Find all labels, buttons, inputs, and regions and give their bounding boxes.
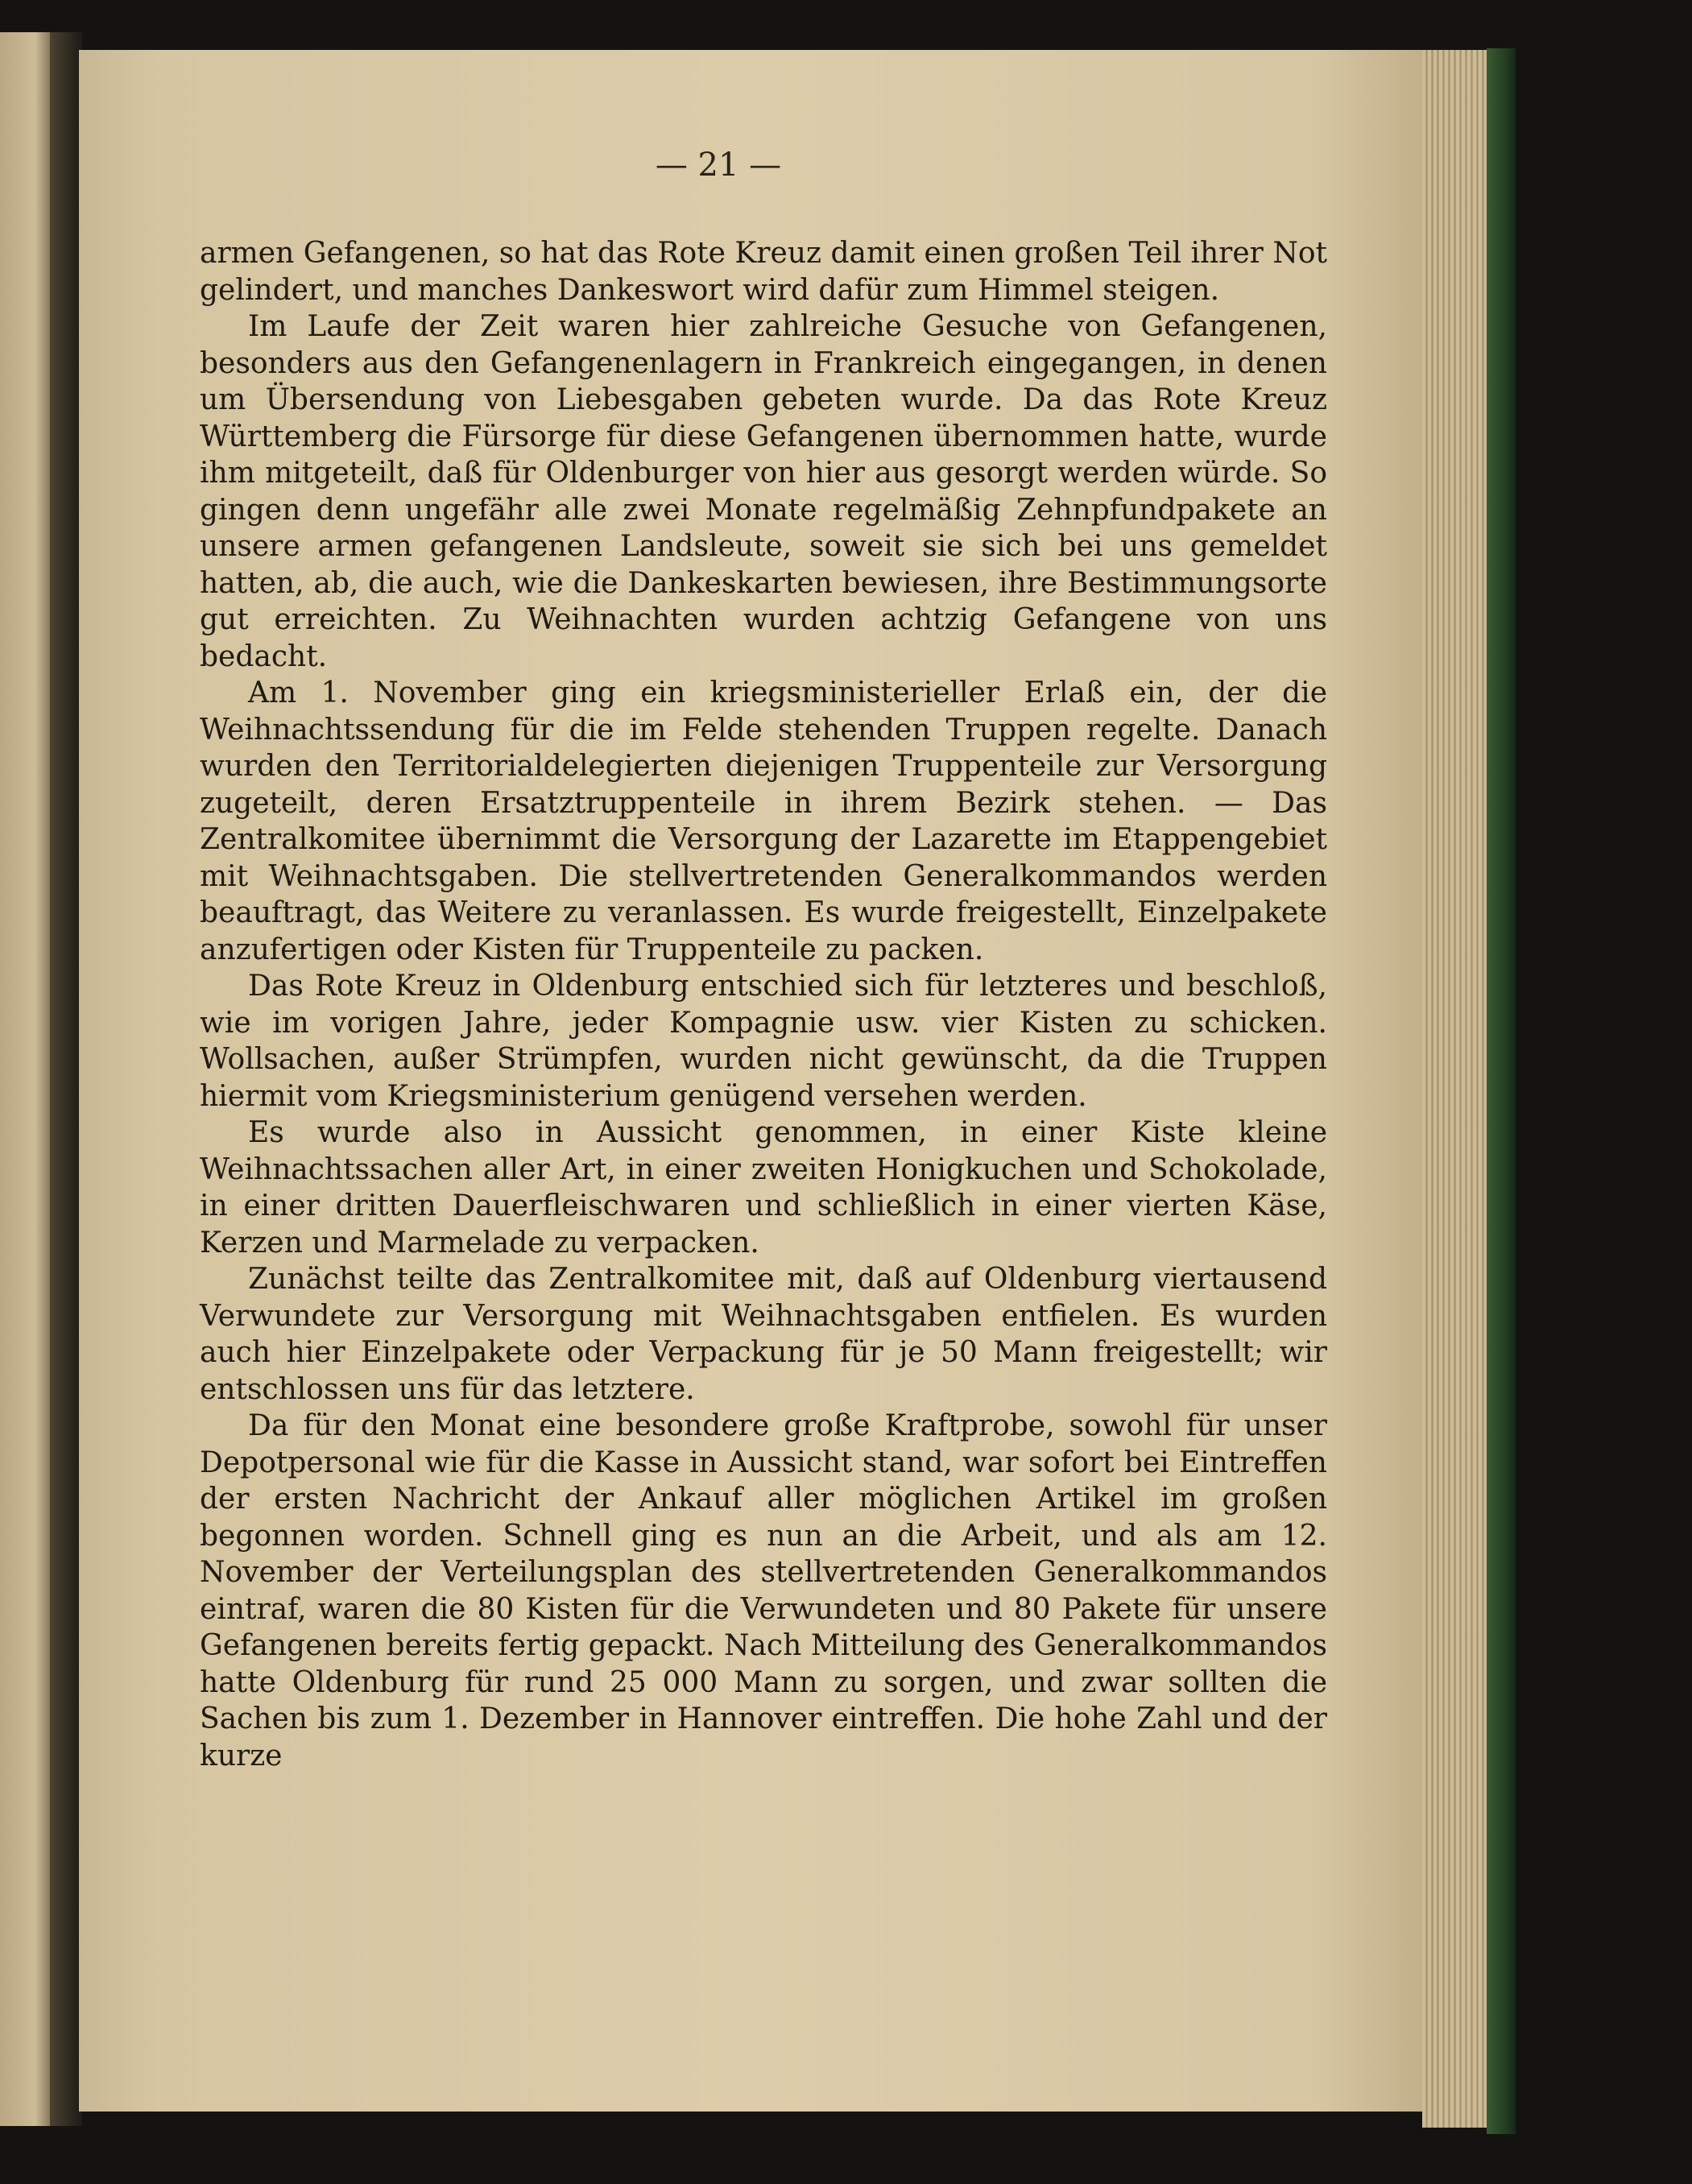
paragraph-7: Da für den Monat eine besondere große Kraftprobe, sowohl für unser Depotpersonal wie für die Kasse in Aussicht stand, war sofort bei Eintreffen der ersten Nachricht der Ankauf aller möglichen Artikel im großen begonnen worden. Schnell ging es nun an die Arbeit, und als am 12. November der Verteilungsplan des stellvertretenden Generalkommandos eintraf, waren die 80 Kisten für die Verwundeten und 80 Pakete für unsere Gefangenen bereits fertig gepackt. Nach Mitteilung des Generalkommandos hatte Oldenburg für rund 25 000 Mann zu sorgen, und zwar sollten die Sachen bis zum 1. Dezember in Hannover eintreffen. Die hohe Zahl und der kurze bbox=[200, 1409, 1327, 1772]
paragraph-3: Am 1. November ging ein kriegsministerieller Erlaß ein, der die Weihnachtssendung für die im Felde stehenden Truppen regelte. Danach wurden den Territorialdelegierten diejenigen Truppenteile zur Versorgung zugeteilt, deren Ersatztruppenteile in ihrem Bezirk stehen. — Das Zentralkomitee übernimmt die Versorgung der Lazarette im Etappengebiet mit Weihnachtsgaben. Die stellvertretenden Generalkommandos werden beauftragt, das Weitere zu veranlassen. Es wurde freigestellt, Einzelpakete anzufertigen oder Kisten für Truppenteile zu packen. bbox=[200, 676, 1327, 966]
paragraph-1: armen Gefangenen, so hat das Rote Kreuz damit einen großen Teil ihrer Not gelindert, und manches Dankeswort wird dafür zum Himmel steigen. bbox=[200, 237, 1327, 307]
book-cover-edge bbox=[1487, 48, 1516, 2134]
book-gutter bbox=[50, 32, 82, 2126]
paragraph-6: Zunächst teilte das Zentralkomitee mit, daß auf Oldenburg viertausend Verwundete zur Versorgung mit Weihnachtsgaben entfielen. Es wurden auch hier Einzelpakete oder Verpackung für je 50 Mann freigestellt; wir entschlossen uns für das letztere. bbox=[200, 1263, 1327, 1406]
page-number: — 21 — bbox=[655, 147, 782, 184]
book-page bbox=[79, 50, 1422, 2112]
paragraph-5: Es wurde also in Aussicht genommen, in einer Kiste kleine Weihnachtssachen aller Art, in einer zweiten Honigkuchen und Schokolade, in einer dritten Dauerfleischwaren und schließlich in einer vierten Käse, Kerzen und Marmelade zu verpacken. bbox=[200, 1116, 1327, 1260]
stacked-page-edges bbox=[1422, 50, 1487, 2128]
paragraph-4: Das Rote Kreuz in Oldenburg entschied sich für letzteres und beschloß, wie im vorigen Jahre, jeder Kompagnie usw. vier Kisten zu schicken. Wollsachen, außer Strümpfen, wurden nicht gewünscht, da die Truppen hiermit vom Kriegsministerium genügend versehen werden. bbox=[200, 970, 1327, 1113]
paragraph-2: Im Laufe der Zeit waren hier zahlreiche Gesuche von Gefangenen, besonders aus den Gefangenenlagern in Frankreich eingegangen, in denen um Übersendung von Liebesgaben gebeten wurde. Da das Rote Kreuz Württemberg die Fürsorge für diese Gefangenen übernommen hatte, wurde ihm mitgeteilt, daß für Oldenburger von hier aus gesorgt werden würde. So gingen denn ungefähr alle zwei Monate regelmäßig Zehnpfundpakete an unsere armen gefangenen Landsleute, soweit sie sich bei uns gemeldet hatten, ab, die auch, wie die Dankeskarten bewiesen, ihre Bestimmungsorte gut erreichten. Zu Weihnachten wurden achtzig Gefangene von uns bedacht. bbox=[200, 310, 1327, 673]
body-text bbox=[200, 235, 1327, 1774]
facing-page-edge bbox=[0, 32, 50, 2126]
